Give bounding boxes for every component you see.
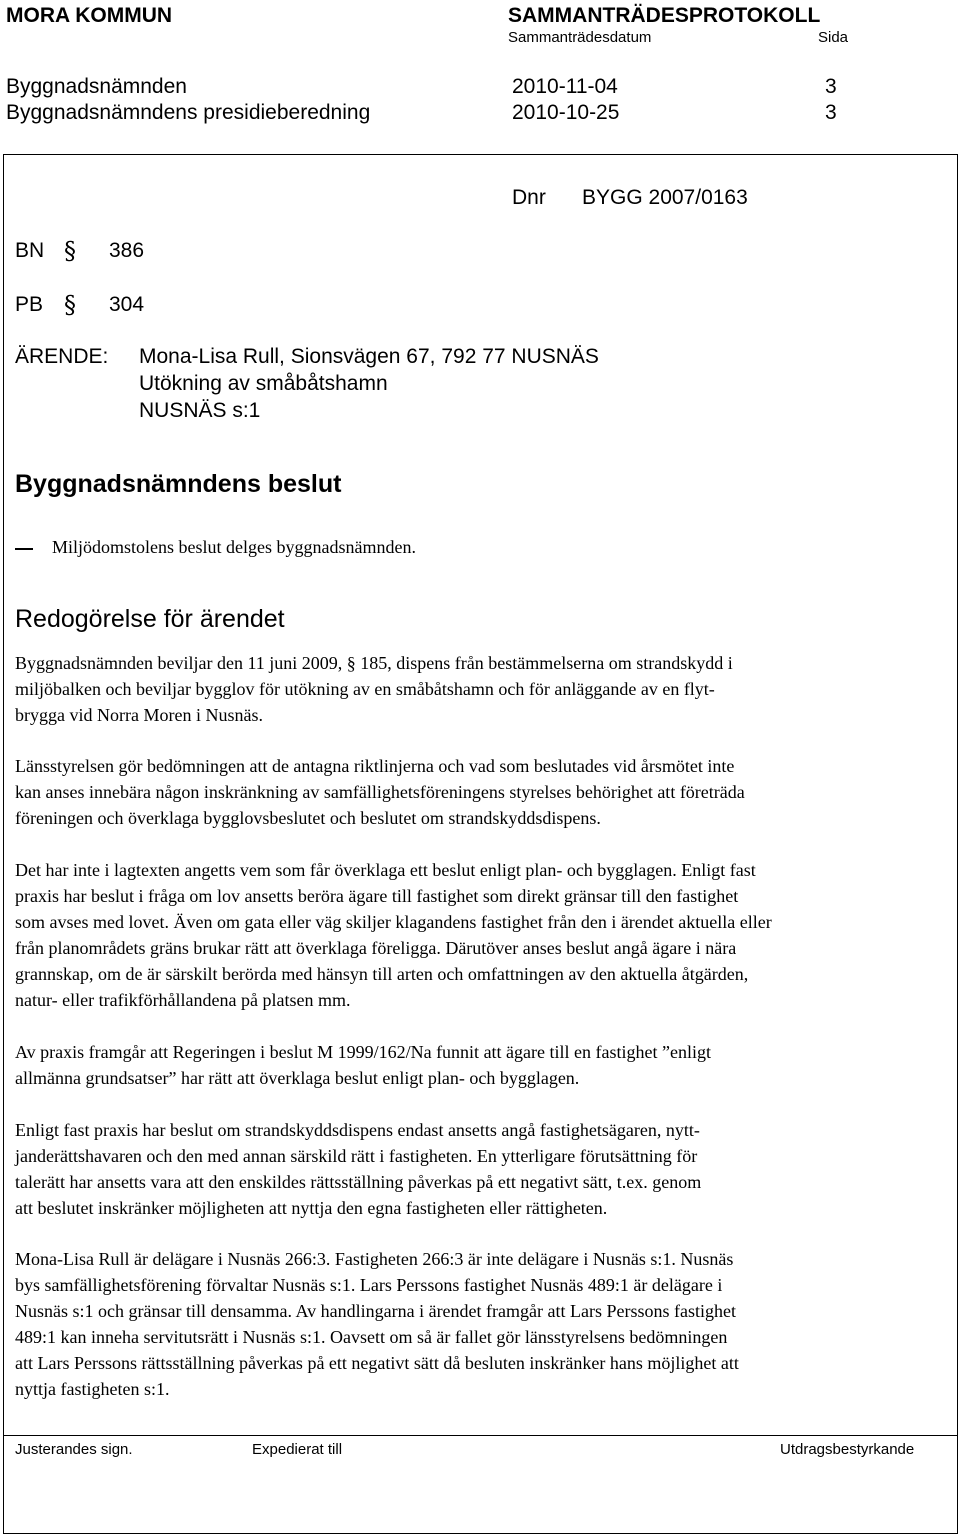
text-line: 489:1 kan inneha servitutsrätt i Nusnäs s:1. Oavsett om så är fallet gör länsstyrelsens bedömningen xyxy=(15,1327,728,1347)
meeting-date-label: Sammanträdesdatum xyxy=(508,29,652,46)
text-line: natur- eller trafikförhållandena på platsen mm. xyxy=(15,990,351,1010)
text-line: Enligt fast praxis har beslut om strandskyddsdispens endast ansetts angå fastighetsägaren, nytt- xyxy=(15,1120,700,1140)
text-line: bys samfällighetsförening förvaltar Nusnäs s:1. Lars Perssons fastighet Nusnäs 489:1 är delägare i xyxy=(15,1275,723,1295)
text-line: Länsstyrelsen gör bedömningen att de antagna riktlinjerna och vad som beslutades vid årsmötet inte xyxy=(15,756,735,776)
text-line: att Lars Perssons rättsställning påverkas på ett negativt sätt då besluten inskränker hans möjlighet att xyxy=(15,1353,739,1373)
report-paragraph xyxy=(15,650,955,728)
pb-label: PB xyxy=(15,293,44,316)
case-line-subject: Utökning av småbåtshamn xyxy=(139,372,388,395)
report-paragraph xyxy=(15,753,955,831)
signature-label-justerandes: Justerandes sign. xyxy=(15,1441,133,1458)
dash-bullet-icon xyxy=(15,548,33,550)
page-label: Sida xyxy=(818,29,849,46)
signature-label-expedierat: Expedierat till xyxy=(252,1441,343,1458)
text-line: nyttja fastigheten s:1. xyxy=(15,1379,170,1399)
text-line: Det har inte i lagtexten angetts vem som får överklaga ett beslut enligt plan- och bygglagen. Enligt fast xyxy=(15,860,756,880)
report-paragraph xyxy=(15,1039,955,1091)
presidium-meeting-date: 2010-10-25 xyxy=(512,101,620,124)
text-line: praxis har beslut i fråga om lov ansetts beröra ägare till fastighet som direkt gränsar till den fastighet xyxy=(15,886,739,906)
bn-paragraph-number: 386 xyxy=(109,239,145,262)
document-type: SAMMANTRÄDESPROTOKOLL xyxy=(508,4,821,27)
bn-label: BN xyxy=(15,239,45,262)
organization-name: MORA KOMMUN xyxy=(6,4,173,27)
case-line-property: NUSNÄS s:1 xyxy=(139,399,261,422)
dnr-label: Dnr xyxy=(512,186,546,209)
text-line: föreningen och överklaga bygglovsbeslutet och beslutet om strandskyddsdispens. xyxy=(15,808,601,828)
committee-page-number: 3 xyxy=(825,75,837,98)
text-line: janderättshavaren och den med annan särskild rätt i fastigheten. En ytterligare förutsättning för xyxy=(15,1146,698,1166)
text-line: Byggnadsnämnden beviljar den 11 juni 2009, § 185, dispens från bestämmelserna om strandskydd i xyxy=(15,653,733,673)
report-heading: Redogörelse för ärendet xyxy=(15,605,285,633)
text-line: Mona-Lisa Rull är delägare i Nusnäs 266:3. Fastigheten 266:3 är inte delägare i Nusnäs s:1. Nusnäs xyxy=(15,1249,734,1269)
committee-name: Byggnadsnämnden xyxy=(6,75,187,98)
text-line: brygga vid Norra Moren i Nusnäs. xyxy=(15,705,263,725)
report-paragraph xyxy=(15,857,955,1013)
text-line: Nusnäs s:1 och gränsar till densamma. Av handlingarna i ärendet framgår att Lars Perssons fastighet xyxy=(15,1301,736,1321)
report-paragraph xyxy=(15,1117,955,1221)
presidium-name: Byggnadsnämndens presidieberedning xyxy=(6,101,371,124)
text-line: kan anses innebära någon inskränkning av samfällighetsföreningens styrelses behörighet att företräda xyxy=(15,782,745,802)
case-line-applicant: Mona-Lisa Rull, Sionsvägen 67, 792 77 NUSNÄS xyxy=(139,345,599,368)
dnr-value: BYGG 2007/0163 xyxy=(582,186,748,209)
text-line: som avses med lovet. Även om gata eller väg skiljer klagandens fastighet från den i ärendet aktuella eller xyxy=(15,912,772,932)
pb-paragraph-number: 304 xyxy=(109,293,145,316)
text-line: allmänna grundsatser” har rätt att överklaga beslut enligt plan- och bygglagen. xyxy=(15,1068,580,1088)
text-line: miljöbalken och beviljar bygglov för utökning av en småbåtshamn och för anläggande av en flyt- xyxy=(15,679,715,699)
text-line: från planområdets gräns brukar rätt att överklaga föreligga. Därutöver anses beslut angå ägare i nära xyxy=(15,938,737,958)
section-symbol-icon: § xyxy=(64,237,76,265)
text-line: talerätt har ansetts vara att den enskildes rättsställning påverkas på ett negativt sätt, t.ex. genom xyxy=(15,1172,702,1192)
decision-text: Miljödomstolens beslut delges byggnadsnämnden. xyxy=(52,537,416,557)
committee-meeting-date: 2010-11-04 xyxy=(512,75,618,98)
text-line: grannskap, om de är särskilt berörda med hänsyn till arten och omfattningen av den aktuella åtgärden, xyxy=(15,964,749,984)
section-symbol-icon: § xyxy=(64,291,76,319)
text-line: att beslutet inskränker möjligheten att nyttja den egna fastigheten eller rättigheten. xyxy=(15,1198,608,1218)
report-paragraph xyxy=(15,1246,955,1402)
text-line: Av praxis framgår att Regeringen i beslut M 1999/162/Na funnit att ägare till en fastighet ”enligt xyxy=(15,1042,711,1062)
case-label: ÄRENDE: xyxy=(15,345,109,368)
presidium-page-number: 3 xyxy=(825,101,837,124)
decision-heading: Byggnadsnämndens beslut xyxy=(15,470,342,498)
signature-label-utdrag: Utdragsbestyrkande xyxy=(780,1441,915,1458)
